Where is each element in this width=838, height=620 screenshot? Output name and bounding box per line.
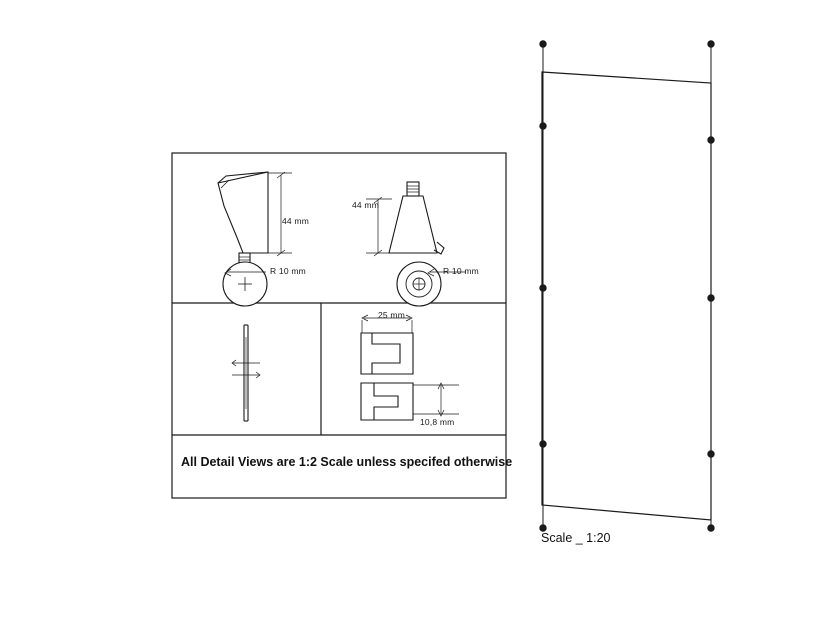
detail-scale-note: All Detail Views are 1:2 Scale unless specifed otherwise (181, 455, 513, 469)
dimension-label-44mm-right: 44 mm (352, 200, 379, 210)
nozzle-side-view-left (218, 172, 268, 265)
nozzle-side-view-right (389, 182, 444, 254)
dimension-label-10-8mm: 10,8 mm (420, 417, 455, 427)
main-view-scale-label: Scale _ 1:20 (541, 531, 611, 545)
nozzle-bottom-view-right (397, 262, 441, 306)
nozzle-bottom-view-left (223, 262, 267, 306)
bracket-profile-view (361, 333, 413, 420)
dimension-10-8mm (413, 383, 459, 416)
detail-panel-frame (172, 153, 506, 498)
glass-panel-elevation (542, 72, 711, 520)
dimension-label-44mm-left: 44 mm (282, 216, 309, 226)
rod-section-view (232, 325, 260, 421)
dimension-label-25mm: 25 mm (378, 310, 405, 320)
radius-callout-right: R 10 mm (443, 266, 479, 276)
dimension-44mm-left (268, 172, 292, 256)
radius-callout-left: R 10 mm (270, 266, 306, 276)
